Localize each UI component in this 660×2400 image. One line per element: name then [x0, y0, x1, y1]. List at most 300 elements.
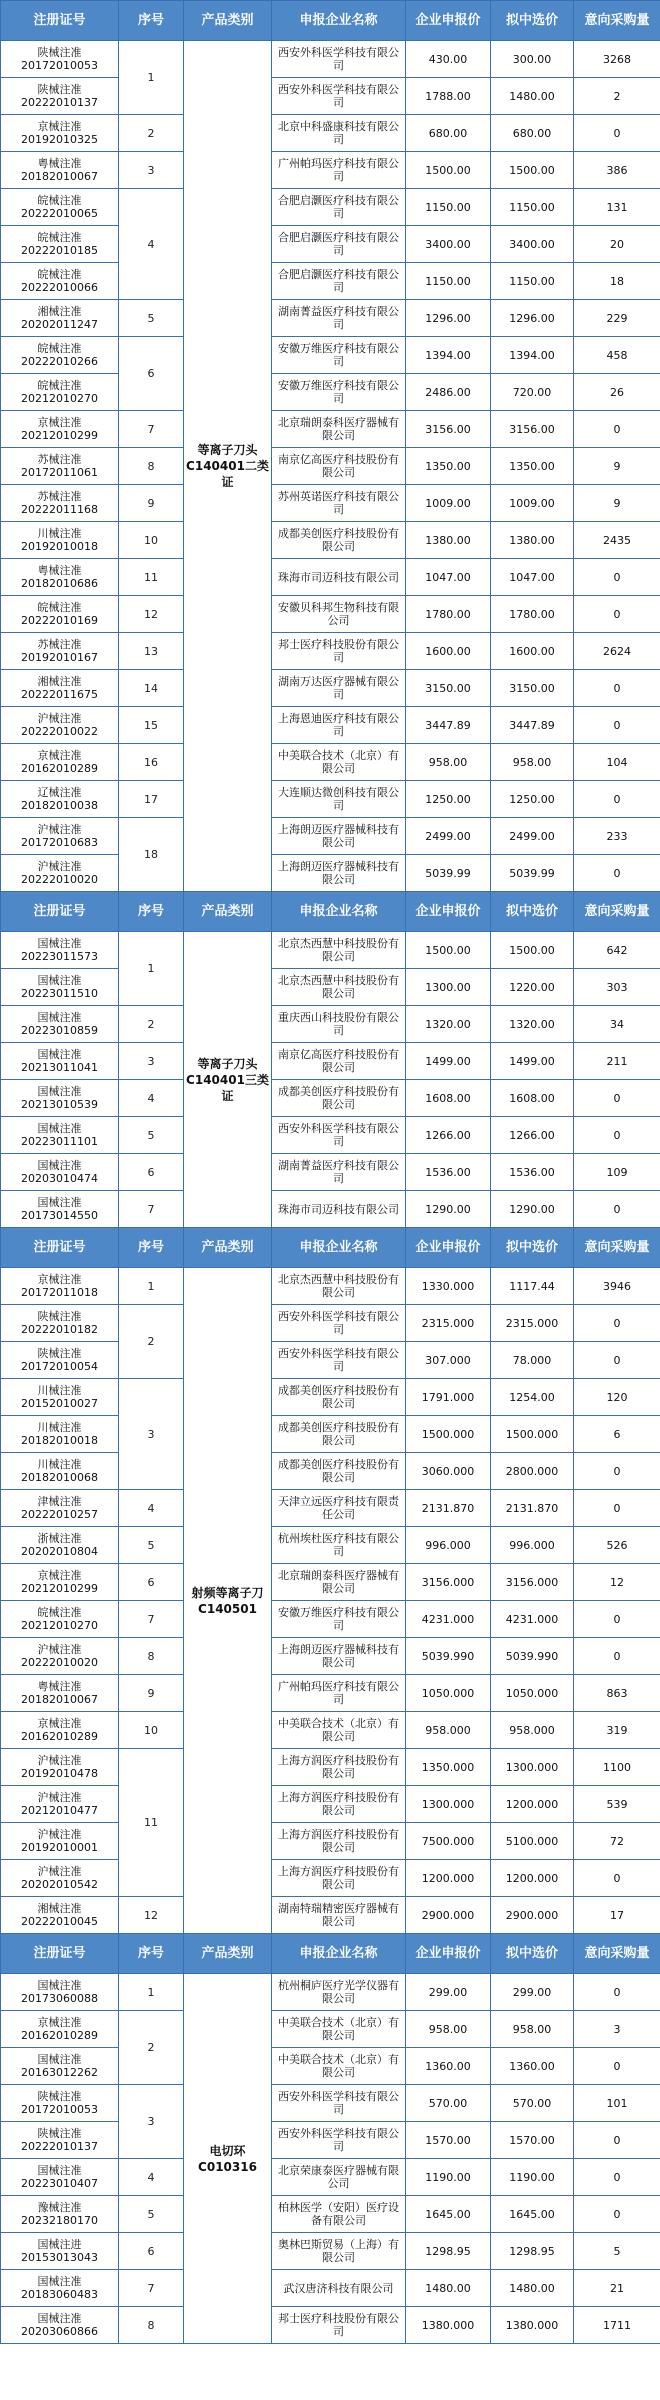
selected-price: 1608.00	[491, 1080, 574, 1117]
sequence-number: 8	[119, 2307, 184, 2344]
table-row	[1, 226, 660, 263]
sequence-number: 2	[119, 1305, 184, 1379]
sequence-number: 7	[119, 1191, 184, 1228]
registration-number: 沪械注准20212010477	[1, 1786, 119, 1823]
purchase-volume: 0	[574, 1638, 660, 1675]
sequence-number: 7	[119, 1601, 184, 1638]
purchase-volume: 0	[574, 559, 660, 596]
purchase-volume: 0	[574, 2122, 660, 2159]
sequence-number: 4	[119, 1490, 184, 1527]
registration-number: 津械注准20222010257	[1, 1490, 119, 1527]
company-name: 邦士医疗科技股份有限公司	[272, 2307, 406, 2344]
table-row	[1, 2122, 660, 2159]
table-row	[1, 41, 660, 78]
sequence-number: 7	[119, 411, 184, 448]
purchase-volume: 0	[574, 2048, 660, 2085]
volume-header: 意向采购量	[574, 1934, 660, 1974]
registration-number: 皖械注准20222010169	[1, 596, 119, 633]
company-name: 南京亿高医疗科技股份有限公司	[272, 1043, 406, 1080]
company-name: 成都美创医疗科技股份有限公司	[272, 1080, 406, 1117]
selected-price: 1117.44	[491, 1268, 574, 1305]
registration-number: 苏械注准20172011061	[1, 448, 119, 485]
selected-price-header: 拟中选价	[491, 1934, 574, 1974]
declared-price: 1350.00	[406, 448, 491, 485]
declared-price: 996.000	[406, 1527, 491, 1564]
table-row	[1, 2307, 660, 2344]
declared-price: 1350.000	[406, 1749, 491, 1786]
declared-price: 1190.00	[406, 2159, 491, 2196]
selected-price: 720.00	[491, 374, 574, 411]
selected-price: 1009.00	[491, 485, 574, 522]
table-row	[1, 78, 660, 115]
selected-price: 300.00	[491, 41, 574, 78]
table-row	[1, 263, 660, 300]
selected-price-header: 拟中选价	[491, 1228, 574, 1268]
purchase-volume: 5	[574, 2233, 660, 2270]
purchase-volume: 233	[574, 818, 660, 855]
table-row	[1, 744, 660, 781]
sequence-number: 4	[119, 2159, 184, 2196]
seq-header: 序号	[119, 1934, 184, 1974]
purchase-volume: 0	[574, 670, 660, 707]
selected-price: 1200.000	[491, 1860, 574, 1897]
selected-price: 1480.00	[491, 78, 574, 115]
company-name: 广州帕玛医疗科技有限公司	[272, 1675, 406, 1712]
selected-price: 2900.000	[491, 1897, 574, 1934]
table-row	[1, 596, 660, 633]
sequence-number: 5	[119, 1527, 184, 1564]
registration-number: 沪械注准20172010683	[1, 818, 119, 855]
table-row	[1, 1786, 660, 1823]
table-row	[1, 1749, 660, 1786]
table-row	[1, 1416, 660, 1453]
selected-price: 1266.00	[491, 1117, 574, 1154]
table-row	[1, 1564, 660, 1601]
sequence-number: 6	[119, 1564, 184, 1601]
table-row	[1, 1154, 660, 1191]
registration-number: 沪械注准20222010022	[1, 707, 119, 744]
selected-price: 2800.000	[491, 1453, 574, 1490]
table-row	[1, 1860, 660, 1897]
company-name: 天津立远医疗科技有限责任公司	[272, 1490, 406, 1527]
registration-number: 粤械注准20182010686	[1, 559, 119, 596]
declared-price: 1536.00	[406, 1154, 491, 1191]
product-category: 等离子刀头C140401二类证	[184, 41, 272, 892]
sequence-number: 1	[119, 1268, 184, 1305]
declared-price: 1570.00	[406, 2122, 491, 2159]
declared-price: 1499.00	[406, 1043, 491, 1080]
category-header: 产品类别	[184, 1, 272, 41]
company-name: 苏州英诺医疗科技有限公司	[272, 485, 406, 522]
declared-price-header: 企业申报价	[406, 1934, 491, 1974]
sequence-number: 3	[119, 1379, 184, 1490]
company-name: 合肥启灏医疗科技有限公司	[272, 226, 406, 263]
purchase-volume: 863	[574, 1675, 660, 1712]
category-header: 产品类别	[184, 1228, 272, 1268]
selected-price: 1350.00	[491, 448, 574, 485]
company-name: 西安外科医学科技有限公司	[272, 1305, 406, 1342]
registration-number: 国械注准20173060088	[1, 1974, 119, 2011]
company-name: 西安外科医学科技有限公司	[272, 1117, 406, 1154]
sequence-number: 13	[119, 633, 184, 670]
table-row	[1, 1080, 660, 1117]
purchase-volume: 2435	[574, 522, 660, 559]
company-name: 西安外科医学科技有限公司	[272, 1342, 406, 1379]
declared-price: 1150.00	[406, 263, 491, 300]
registration-number: 京械注准20162010289	[1, 2011, 119, 2048]
selected-price: 1500.000	[491, 1416, 574, 1453]
declared-price: 1380.000	[406, 2307, 491, 2344]
sequence-number: 10	[119, 522, 184, 559]
declared-price: 1360.00	[406, 2048, 491, 2085]
registration-number: 沪械注准20222010020	[1, 1638, 119, 1675]
selected-price: 1380.00	[491, 522, 574, 559]
company-name: 柏林医学（安阳）医疗设备有限公司	[272, 2196, 406, 2233]
declared-price: 1788.00	[406, 78, 491, 115]
company-name: 湖南万达医疗器械有限公司	[272, 670, 406, 707]
purchase-volume: 9	[574, 485, 660, 522]
selected-price: 1645.00	[491, 2196, 574, 2233]
table-row	[1, 1675, 660, 1712]
company-name: 上海方润医疗科技股份有限公司	[272, 1749, 406, 1786]
sequence-number: 8	[119, 448, 184, 485]
registration-number: 陕械注准20172010053	[1, 41, 119, 78]
purchase-volume: 642	[574, 932, 660, 969]
purchase-volume: 0	[574, 596, 660, 633]
purchase-volume: 319	[574, 1712, 660, 1749]
product-category: 电切环C010316	[184, 1974, 272, 2344]
product-category: 等离子刀头C140401三类证	[184, 932, 272, 1228]
company-name: 西安外科医学科技有限公司	[272, 2122, 406, 2159]
company-name: 上海方润医疗科技股份有限公司	[272, 1786, 406, 1823]
company-header: 申报企业名称	[272, 892, 406, 932]
seq-header: 序号	[119, 1, 184, 41]
company-name: 杭州桐庐医疗光学仪器有限公司	[272, 1974, 406, 2011]
declared-price: 1500.00	[406, 932, 491, 969]
company-name: 中美联合技术（北京）有限公司	[272, 2011, 406, 2048]
declared-price: 3447.89	[406, 707, 491, 744]
selected-price: 1600.00	[491, 633, 574, 670]
selected-price: 5100.000	[491, 1823, 574, 1860]
selected-price: 2499.00	[491, 818, 574, 855]
selected-price-header: 拟中选价	[491, 1, 574, 41]
table-row	[1, 1268, 660, 1305]
selected-price: 996.000	[491, 1527, 574, 1564]
declared-price: 1791.000	[406, 1379, 491, 1416]
company-name: 成都美创医疗科技股份有限公司	[272, 1379, 406, 1416]
registration-number: 湘械注准20202011247	[1, 300, 119, 337]
company-name: 北京荣康泰医疗器械有限公司	[272, 2159, 406, 2196]
registration-number: 湘械注准20222010045	[1, 1897, 119, 1934]
purchase-volume: 17	[574, 1897, 660, 1934]
company-name: 成都美创医疗科技股份有限公司	[272, 1453, 406, 1490]
table-row	[1, 969, 660, 1006]
company-name: 西安外科医学科技有限公司	[272, 78, 406, 115]
purchase-volume: 229	[574, 300, 660, 337]
selected-price: 1200.000	[491, 1786, 574, 1823]
purchase-volume: 3946	[574, 1268, 660, 1305]
company-name: 重庆西山科技股份有限公司	[272, 1006, 406, 1043]
purchase-volume: 21	[574, 2270, 660, 2307]
registration-number: 辽械注准20182010038	[1, 781, 119, 818]
company-name: 安徽贝科邦生物科技有限公司	[272, 596, 406, 633]
registration-number: 国械注准20223010859	[1, 1006, 119, 1043]
category-header: 产品类别	[184, 892, 272, 932]
sequence-number: 1	[119, 932, 184, 1006]
company-name: 中美联合技术（北京）有限公司	[272, 2048, 406, 2085]
table-row	[1, 2233, 660, 2270]
selected-price-header: 拟中选价	[491, 892, 574, 932]
selected-price: 1298.95	[491, 2233, 574, 2270]
seq-header: 序号	[119, 892, 184, 932]
registration-number: 国械注准20183060483	[1, 2270, 119, 2307]
company-name: 上海朗迈医疗器械科技有限公司	[272, 1638, 406, 1675]
declared-price: 3400.00	[406, 226, 491, 263]
declared-price: 570.00	[406, 2085, 491, 2122]
registration-number: 国械注准20163012262	[1, 2048, 119, 2085]
table-row	[1, 1006, 660, 1043]
purchase-volume: 72	[574, 1823, 660, 1860]
selected-price: 1570.00	[491, 2122, 574, 2159]
table-row	[1, 1527, 660, 1564]
sequence-number: 18	[119, 818, 184, 892]
table-body	[1, 1, 660, 2344]
reg-no-header: 注册证号	[1, 1934, 119, 1974]
purchase-volume: 539	[574, 1786, 660, 1823]
purchase-volume: 0	[574, 1191, 660, 1228]
declared-price: 1500.00	[406, 152, 491, 189]
company-name: 上海朗迈医疗器械科技有限公司	[272, 855, 406, 892]
purchase-volume: 0	[574, 1342, 660, 1379]
sequence-number: 9	[119, 485, 184, 522]
registration-number: 国械注准20213011041	[1, 1043, 119, 1080]
sequence-number: 3	[119, 1043, 184, 1080]
declared-price: 299.00	[406, 1974, 491, 2011]
purchase-volume: 0	[574, 1305, 660, 1342]
declared-price-header: 企业申报价	[406, 1, 491, 41]
purchase-volume: 109	[574, 1154, 660, 1191]
purchase-volume: 458	[574, 337, 660, 374]
company-name: 湖南特瑞精密医疗器械有限公司	[272, 1897, 406, 1934]
table-row	[1, 522, 660, 559]
purchase-volume: 26	[574, 374, 660, 411]
header-row	[1, 1, 660, 41]
declared-price: 1608.00	[406, 1080, 491, 1117]
table-row	[1, 1191, 660, 1228]
purchase-volume: 526	[574, 1527, 660, 1564]
purchase-volume: 303	[574, 969, 660, 1006]
registration-number: 京械注准20172011018	[1, 1268, 119, 1305]
purchase-volume: 9	[574, 448, 660, 485]
selected-price: 1250.00	[491, 781, 574, 818]
category-header: 产品类别	[184, 1934, 272, 1974]
selected-price: 958.00	[491, 744, 574, 781]
purchase-volume: 20	[574, 226, 660, 263]
declared-price: 1600.00	[406, 633, 491, 670]
registration-number: 国械注准20223011101	[1, 1117, 119, 1154]
registration-number: 国械注进20153013043	[1, 2233, 119, 2270]
registration-number: 国械注准20203010474	[1, 1154, 119, 1191]
purchase-volume: 2624	[574, 633, 660, 670]
company-name: 中美联合技术（北京）有限公司	[272, 1712, 406, 1749]
sequence-number: 9	[119, 1675, 184, 1712]
purchase-volume: 0	[574, 2196, 660, 2233]
selected-price: 1047.00	[491, 559, 574, 596]
seq-header: 序号	[119, 1228, 184, 1268]
company-name: 合肥启灏医疗科技有限公司	[272, 263, 406, 300]
purchase-volume: 0	[574, 2159, 660, 2196]
purchase-volume: 0	[574, 411, 660, 448]
selected-price: 2131.870	[491, 1490, 574, 1527]
registration-number: 皖械注准20222010266	[1, 337, 119, 374]
selected-price: 1220.00	[491, 969, 574, 1006]
table-row	[1, 1342, 660, 1379]
declared-price: 958.00	[406, 744, 491, 781]
declared-price: 4231.000	[406, 1601, 491, 1638]
company-name: 安徽万维医疗科技有限公司	[272, 374, 406, 411]
company-name: 大连顺达微创科技有限公司	[272, 781, 406, 818]
sequence-number: 6	[119, 1154, 184, 1191]
table-row	[1, 1823, 660, 1860]
table-row	[1, 559, 660, 596]
selected-price: 680.00	[491, 115, 574, 152]
registration-number: 国械注准20223010407	[1, 2159, 119, 2196]
selected-price: 5039.990	[491, 1638, 574, 1675]
registration-number: 粤械注准20182010067	[1, 152, 119, 189]
registration-number: 京械注准20212010299	[1, 411, 119, 448]
purchase-volume: 0	[574, 1080, 660, 1117]
company-name: 上海方润医疗科技股份有限公司	[272, 1860, 406, 1897]
sequence-number: 2	[119, 1006, 184, 1043]
selected-price: 3156.00	[491, 411, 574, 448]
table-row	[1, 152, 660, 189]
table-row	[1, 411, 660, 448]
selected-price: 1380.000	[491, 2307, 574, 2344]
declared-price-header: 企业申报价	[406, 1228, 491, 1268]
company-name: 中美联合技术（北京）有限公司	[272, 744, 406, 781]
declared-price: 1300.00	[406, 969, 491, 1006]
table-row	[1, 633, 660, 670]
selected-price: 1150.00	[491, 189, 574, 226]
registration-number: 浙械注准20202010804	[1, 1527, 119, 1564]
table-row	[1, 1974, 660, 2011]
sequence-number: 11	[119, 1749, 184, 1897]
reg-no-header: 注册证号	[1, 1, 119, 41]
purchase-volume: 104	[574, 744, 660, 781]
registration-number: 沪械注准20202010542	[1, 1860, 119, 1897]
sequence-number: 12	[119, 1897, 184, 1934]
table-row	[1, 818, 660, 855]
selected-price: 1150.00	[491, 263, 574, 300]
declared-price: 958.00	[406, 2011, 491, 2048]
company-header: 申报企业名称	[272, 1, 406, 41]
registration-number: 国械注准20203060866	[1, 2307, 119, 2344]
registration-number: 陕械注准20172010054	[1, 1342, 119, 1379]
table-row	[1, 1897, 660, 1934]
declared-price: 2900.000	[406, 1897, 491, 1934]
sequence-number: 17	[119, 781, 184, 818]
selected-price: 1300.000	[491, 1749, 574, 1786]
declared-price: 3150.00	[406, 670, 491, 707]
purchase-volume: 0	[574, 1117, 660, 1154]
purchase-volume: 0	[574, 781, 660, 818]
purchase-volume: 101	[574, 2085, 660, 2122]
sequence-number: 1	[119, 41, 184, 115]
table-row	[1, 1117, 660, 1154]
table-row	[1, 1379, 660, 1416]
company-name: 邦士医疗科技股份有限公司	[272, 633, 406, 670]
purchase-volume: 12	[574, 1564, 660, 1601]
company-name: 安徽万维医疗科技有限公司	[272, 337, 406, 374]
company-name: 广州帕玛医疗科技有限公司	[272, 152, 406, 189]
registration-number: 陕械注准20222010137	[1, 2122, 119, 2159]
purchase-volume: 6	[574, 1416, 660, 1453]
table-row	[1, 2011, 660, 2048]
purchase-volume: 120	[574, 1379, 660, 1416]
registration-number: 京械注准20162010289	[1, 744, 119, 781]
selected-price: 570.00	[491, 2085, 574, 2122]
registration-number: 皖械注准20222010066	[1, 263, 119, 300]
table-row	[1, 781, 660, 818]
table-row	[1, 115, 660, 152]
table-row	[1, 1601, 660, 1638]
declared-price: 3156.000	[406, 1564, 491, 1601]
registration-number: 川械注准20182010068	[1, 1453, 119, 1490]
purchase-volume: 131	[574, 189, 660, 226]
volume-header: 意向采购量	[574, 892, 660, 932]
selected-price: 958.00	[491, 2011, 574, 2048]
purchase-volume: 0	[574, 1974, 660, 2011]
selected-price: 3447.89	[491, 707, 574, 744]
declared-price: 430.00	[406, 41, 491, 78]
reg-no-header: 注册证号	[1, 1228, 119, 1268]
selected-price: 1290.00	[491, 1191, 574, 1228]
selected-price: 1190.00	[491, 2159, 574, 2196]
company-name: 成都美创医疗科技股份有限公司	[272, 1416, 406, 1453]
selected-price: 958.000	[491, 1712, 574, 1749]
purchase-volume: 0	[574, 707, 660, 744]
declared-price: 1320.00	[406, 1006, 491, 1043]
registration-number: 京械注准20162010289	[1, 1712, 119, 1749]
declared-price: 1645.00	[406, 2196, 491, 2233]
registration-number: 皖械注准20222010185	[1, 226, 119, 263]
declared-price: 307.000	[406, 1342, 491, 1379]
registration-number: 皖械注准20222010065	[1, 189, 119, 226]
header-row	[1, 1228, 660, 1268]
registration-number: 豫械注准20232180170	[1, 2196, 119, 2233]
sequence-number: 14	[119, 670, 184, 707]
company-name: 湖南菁益医疗科技有限公司	[272, 300, 406, 337]
company-name: 上海恩迪医疗科技有限公司	[272, 707, 406, 744]
company-name: 合肥启灏医疗科技有限公司	[272, 189, 406, 226]
selected-price: 1499.00	[491, 1043, 574, 1080]
selected-price: 4231.000	[491, 1601, 574, 1638]
declared-price: 5039.99	[406, 855, 491, 892]
selected-price: 3400.00	[491, 226, 574, 263]
registration-number: 陕械注准20172010053	[1, 2085, 119, 2122]
declared-price: 3156.00	[406, 411, 491, 448]
table-row	[1, 485, 660, 522]
registration-number: 川械注准20182010018	[1, 1416, 119, 1453]
registration-number: 沪械注准20192010478	[1, 1749, 119, 1786]
declared-price: 1480.00	[406, 2270, 491, 2307]
declared-price: 1047.00	[406, 559, 491, 596]
selected-price: 299.00	[491, 1974, 574, 2011]
sequence-number: 1	[119, 1974, 184, 2011]
sequence-number: 3	[119, 2085, 184, 2159]
registration-number: 川械注准20152010027	[1, 1379, 119, 1416]
registration-number: 粤械注准20182010067	[1, 1675, 119, 1712]
